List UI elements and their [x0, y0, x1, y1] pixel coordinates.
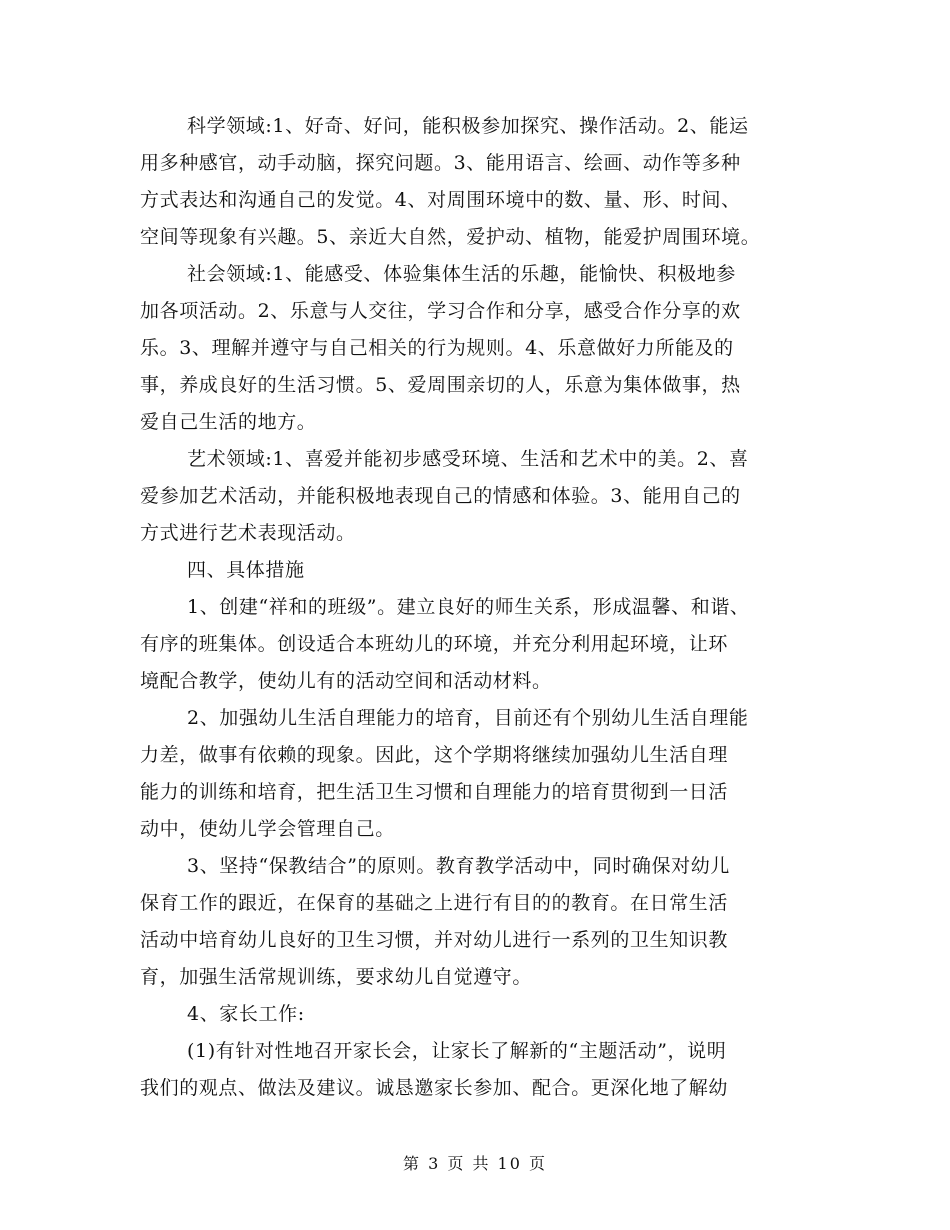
section-heading: 四、具体措施 — [187, 559, 305, 581]
text-line: 活动中培育幼儿良好的卫生习惯，并对幼儿进行一系列的卫生知识教 — [140, 929, 729, 951]
text-line: 1、创建“祥和的班级”。建立良好的师生关系，形成温馨、和谐、 — [187, 596, 750, 618]
text-line: 育，加强生活常规训练，要求幼儿自觉遵守。 — [140, 966, 533, 988]
text-line: 社会领域:1、能感受、体验集体生活的乐趣，能愉快、积极地参 — [187, 263, 736, 285]
text-line: 4、家长工作: — [187, 1003, 305, 1025]
text-line: 乐。3、理解并遵守与自己相关的行为规则。4、乐意做好力所能及的 — [140, 337, 734, 359]
text-line: 空间等现象有兴趣。5、亲近大自然，爱护动、植物，能爱护周围环境。 — [140, 226, 761, 248]
text-line: 有序的班集体。创设适合本班幼儿的环境，并充分利用起环境，让环 — [140, 633, 729, 655]
text-line: 爱自己生活的地方。 — [140, 411, 317, 433]
text-line: 2、加强幼儿生活自理能力的培育，目前还有个别幼儿生活自理能 — [187, 707, 749, 729]
text-line: 科学领域:1、好奇、好问，能积极参加探究、操作活动。2、能运 — [187, 115, 749, 137]
page-number-footer: 第 3 页 共 10 页 — [403, 1154, 547, 1173]
text-line: 境配合教学，使幼儿有的活动空间和活动材料。 — [140, 670, 552, 692]
text-line: 事，养成良好的生活习惯。5、爱周围亲切的人，乐意为集体做事，热 — [140, 374, 741, 396]
text-line: 3、坚持“保教结合”的原则。教育教学活动中，同时确保对幼儿 — [187, 855, 730, 877]
text-line: 我们的观点、做法及建议。诚恳邀家长参加、配合。更深化地了解幼 — [140, 1077, 729, 1099]
text-line: 力差，做事有依赖的现象。因此，这个学期将继续加强幼儿生活自理 — [140, 744, 729, 766]
text-line: 动中，使幼儿学会管理自己。 — [140, 818, 395, 840]
text-line: 方式进行艺术表现活动。 — [140, 522, 356, 544]
text-line: (1)有针对性地召开家长会，让家长了解新的“主题活动”，说明 — [187, 1040, 727, 1062]
document-body — [140, 108, 840, 1107]
text-line: 保育工作的跟近，在保育的基础之上进行有目的的教育。在日常生活 — [140, 892, 729, 914]
text-line: 艺术领域:1、喜爱并能初步感受环境、生活和艺术中的美。2、喜 — [187, 448, 749, 470]
text-line: 爱参加艺术活动，并能积极地表现自己的情感和体验。3、能用自己的 — [140, 485, 741, 507]
text-line: 能力的训练和培育，把生活卫生习惯和自理能力的培育贯彻到一日活 — [140, 781, 729, 803]
text-line: 加各项活动。2、乐意与人交往，学习合作和分享，感受合作分享的欢 — [140, 300, 741, 322]
text-line: 用多种感官，动手动脑，探究问题。3、能用语言、绘画、动作等多种 — [140, 152, 741, 174]
text-line: 方式表达和沟通自己的发觉。4、对周围环境中的数、量、形、时间、 — [140, 189, 741, 211]
